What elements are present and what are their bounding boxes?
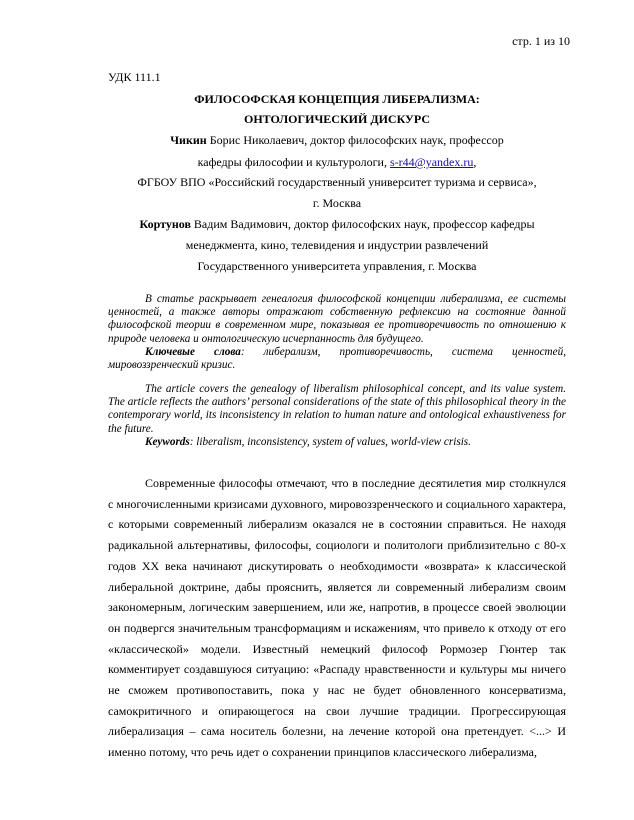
main-text <box>108 473 566 763</box>
keywords-ru-label: Ключевые слова <box>145 345 241 358</box>
author1-department: кафедры философии и культурологи, <box>197 155 390 169</box>
author1-surname: Чикин <box>170 133 207 147</box>
abstract-english <box>108 383 566 449</box>
author2-credentials: Вадим Вадимович, доктор философских наук, профессор кафедры <box>190 217 535 231</box>
keywords-ru-list: : либерализм, противоречивость, система ценностей, мировоззренческий кризис. <box>108 345 566 372</box>
author1-line-2 <box>108 155 566 170</box>
abstract-russian <box>108 293 566 372</box>
author1-affiliation: ФГБОУ ВПО «Российский государственный университет туризма и сервиса», <box>137 175 537 189</box>
title-line-2: ОНТОЛОГИЧЕСКИЙ ДИСКУРС <box>243 112 430 126</box>
abstract-ru-text: В статье раскрывает генеалогия философской концепции либерализма, ее системы ценностей, а также авторы отражают собственную рефлексию на состояние данной философской теории в современном мире, показывая ее противоречивость по отношению к природе человека и онтологическую исчерпанность для будущего. <box>108 293 566 345</box>
udk-code: УДК 111.1 <box>108 70 161 84</box>
author1-credentials: Борис Николаевич, доктор философских наук, профессор <box>206 133 504 147</box>
author1-email-link[interactable]: s-r44@yandex.ru <box>389 155 474 169</box>
title-line-1: ФИЛОСОФСКАЯ КОНЦЕПЦИЯ ЛИБЕРАЛИЗМА: <box>194 92 480 106</box>
author2-line-1 <box>108 217 566 232</box>
paragraph-1: Современные философы отмечают, что в последние десятилетия мир столкнулся с многочисленными кризисами духовного, мировоззренческого и социального характера, с которыми современный либерализм оказался не в состоянии справиться. Не находя радикальной альтернативы, философы, социологи и политологи приблизительно с 80-х годов XX века начинают дискутировать о необходимости «возврата» к классической либеральной доктрине, дабы прояснить, является ли современный либерализм своим закономерным, логическим завершением, или же, напротив, в процессе своей эволюции он подвергся значительным трансформациям и искажениям, что привело к отходу от его «классической» модели. Известный немецкий философ Рормозер Гюнтер так комментирует создавшуюся ситуацию: «Распаду нравственности и культуры мы ничего не сможем противопоставить, пока у нас не будет обновленного консерватизма, самокритичного и опирающегося на свои лучшие традиции. Прогрессирующая либерализация – сама носитель болезни, на лечение которой она претендует. <...> И именно потому, что речь идет о сохранении принципов классического либерализма, <box>108 476 566 760</box>
keywords-en-label: Keywords <box>145 435 190 448</box>
keywords-ru <box>108 346 566 372</box>
keywords-en-list: : liberalism, inconsistency, system of values, world-view crisis. <box>189 435 471 448</box>
author2-affiliation: Государственного университета управления, г. Москва <box>197 259 477 273</box>
author2-surname: Кортунов <box>139 217 191 231</box>
page-number: стр. 1 из 10 <box>512 34 570 48</box>
author1-city: г. Москва <box>312 196 362 210</box>
abstract-en-text: The article covers the genealogy of liberalism philosophical concept, and its value system. The article reflects the authors’ personal considerations of the state of this philosophical theory in the contemporary world, its inconsistency in relation to human nature and ontological exhaustiveness for the future. <box>108 383 566 435</box>
author1-line-1 <box>108 133 566 148</box>
keywords-en <box>108 436 566 449</box>
author2-department: менеджмента, кино, телевидения и индустрии развлечений <box>185 238 489 252</box>
author1-comma: , <box>473 155 477 169</box>
